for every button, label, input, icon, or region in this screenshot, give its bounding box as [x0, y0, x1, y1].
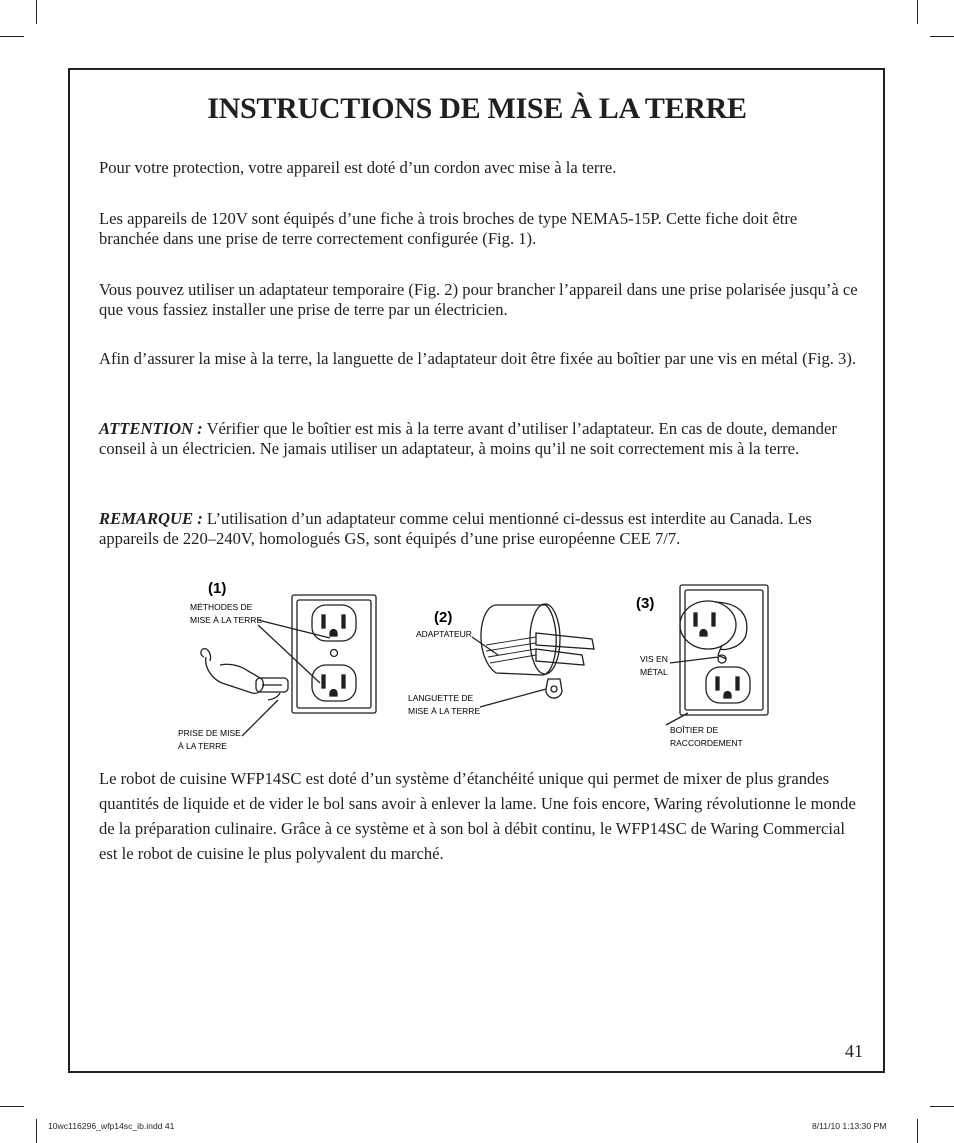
paragraph-120v: Les appareils de 120V sont équipés d’une fiche à trois broches de type NEMA5-15P. Cette fiche doit être branchée dans une prise de terre correctement configurée (Fig. 1). — [99, 209, 798, 248]
paragraph-remarque — [99, 509, 861, 548]
crop-mark — [917, 0, 918, 24]
footer-filename: 10wc116296_wfp14sc_ib.indd 41 — [48, 1121, 175, 1131]
fig3-label-box-line1: BOÎTIER DE — [670, 725, 719, 735]
page-number: 41 — [845, 1041, 863, 1061]
crop-mark — [930, 36, 954, 37]
fig3-number: (3) — [636, 595, 655, 612]
crop-mark — [0, 36, 24, 37]
crop-mark — [0, 1106, 24, 1107]
attention-text: Vérifier que le boîtier est mis à la terre avant d’utiliser l’adaptateur. En cas de doute, demander conseil à un électricien. Ne jamais utiliser un adaptateur, à moins qu’il ne soit correctement mis à la terre. — [99, 419, 837, 458]
grounding-figures — [170, 575, 790, 765]
remarque-label: REMARQUE : — [99, 509, 203, 528]
fig3-label-screw-line2: MÉTAL — [640, 667, 668, 677]
fig1-number: (1) — [208, 580, 227, 597]
paragraph-attention — [99, 419, 861, 458]
crop-mark — [36, 0, 37, 24]
crop-mark — [36, 1119, 37, 1143]
fig2-number: (2) — [434, 609, 453, 626]
footer-timestamp: 8/11/10 1:13:30 PM — [812, 1121, 887, 1131]
paragraph-grounding-tab: Afin d’assurer la mise à la terre, la languette de l’adaptateur doit être fixée au boîtier par une vis en métal (Fig. 3). — [99, 349, 857, 368]
fig2-adapter-illustration — [481, 604, 594, 698]
fig1-label-plug-line1: PRISE DE MISE — [178, 728, 241, 738]
paragraph-adapter: Vous pouvez utiliser un adaptateur temporaire (Fig. 2) pour brancher l’appareil dans une prise polarisée jusqu’à ce que vous fassiez installer une prise de terre par un électricien. — [99, 280, 858, 319]
crop-mark — [930, 1106, 954, 1107]
crop-mark — [917, 1119, 918, 1143]
paragraph-product-description: Le robot de cuisine WFP14SC est doté d’un système d’étanchéité unique qui permet de mixer de plus grandes quantités de liquide et de vider le bol sans avoir à enlever la lame. Une fois encore, Waring révolutionne le monde de la préparation culinaire. Grâce à ce système et à son bol à débit continu, le WFP14SC de Waring Commercial est le robot de cuisine le plus polyvalent du marché. — [99, 769, 856, 863]
paragraph-protection: Pour votre protection, votre appareil est doté d’un cordon avec mise à la terre. — [99, 158, 617, 177]
page-title: INSTRUCTIONS DE MISE À LA TERRE — [207, 92, 747, 125]
fig2-label-tab-line1: LANGUETTE DE — [408, 693, 474, 703]
fig3-outlet-illustration — [680, 585, 768, 715]
attention-label: ATTENTION : — [99, 419, 203, 438]
fig1-label-methods-line2: MISE À LA TERRE — [190, 615, 263, 625]
fig1-label-methods-line1: MÉTHODES DE — [190, 602, 253, 612]
fig3-label-screw-line1: VIS EN — [640, 654, 668, 664]
remarque-text: L’utilisation d’un adaptateur comme celui mentionné ci-dessus est interdite au Canada. Les appareils de 220–240V, homologués GS, sont équipés d’une prise européenne CEE 7/7. — [99, 509, 812, 548]
fig3-label-box-line2: RACCORDEMENT — [670, 738, 743, 748]
fig2-label-tab-line2: MISE À LA TERRE — [408, 706, 481, 716]
fig2-label-adapter: ADAPTATEUR — [416, 629, 472, 639]
fig1-label-plug-line2: À LA TERRE — [178, 741, 227, 751]
